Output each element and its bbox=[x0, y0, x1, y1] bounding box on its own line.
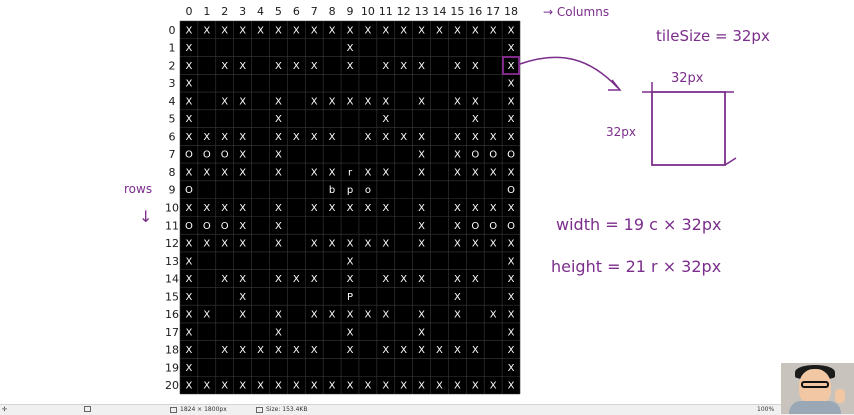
tile-cell: X bbox=[453, 345, 461, 357]
tile-cell: X bbox=[203, 309, 211, 321]
tile-cell: X bbox=[292, 274, 300, 286]
webcam-shirt bbox=[789, 401, 841, 414]
status-bar bbox=[0, 404, 854, 415]
column-number: 15 bbox=[450, 5, 465, 18]
column-number: 4 bbox=[257, 5, 265, 18]
row-number: 1 bbox=[168, 41, 176, 55]
tile-cell: X bbox=[471, 60, 479, 72]
tile-cell: X bbox=[382, 114, 390, 126]
width-formula: width = 19 c × 32px bbox=[556, 215, 722, 234]
column-number: 17 bbox=[486, 5, 501, 18]
tile-cell: X bbox=[364, 25, 372, 37]
webcam-overlay bbox=[781, 363, 854, 414]
tile-cell: X bbox=[489, 380, 497, 392]
row-number: 10 bbox=[165, 201, 179, 215]
tile-cell: X bbox=[239, 274, 247, 286]
tile-cell: X bbox=[239, 60, 247, 72]
tile-cell: X bbox=[239, 149, 247, 161]
column-number-labels bbox=[185, 5, 518, 18]
tile-cell: X bbox=[185, 274, 193, 286]
dimensions-icon bbox=[170, 407, 177, 413]
tile-cell: X bbox=[221, 203, 229, 214]
tile-cell: X bbox=[453, 96, 461, 108]
tile-cell: O bbox=[202, 149, 211, 161]
tile-cell: X bbox=[310, 203, 318, 214]
tile-cell: X bbox=[453, 309, 461, 321]
tile-cell: O bbox=[185, 149, 193, 161]
tile-cell: X bbox=[418, 345, 426, 357]
column-number: 6 bbox=[292, 5, 300, 18]
row-number: 16 bbox=[165, 308, 179, 322]
tile-cell: X bbox=[471, 238, 479, 250]
waving-hand-icon bbox=[835, 389, 845, 403]
tile-cell: X bbox=[453, 203, 461, 214]
tile-cell: X bbox=[382, 345, 390, 357]
tile-cell: X bbox=[310, 25, 318, 37]
column-number: 13 bbox=[414, 5, 429, 18]
file-size-icon bbox=[256, 407, 263, 413]
tile-cell: X bbox=[346, 238, 354, 250]
tile-cell: X bbox=[382, 25, 390, 37]
tile-cell: X bbox=[507, 327, 515, 339]
tile-cell: O bbox=[489, 149, 498, 161]
tile-cell: X bbox=[453, 238, 461, 250]
tile-cell: X bbox=[185, 256, 193, 268]
tile-cell: O bbox=[471, 220, 480, 232]
tile-cell: O bbox=[507, 149, 515, 161]
column-number: 0 bbox=[185, 5, 193, 18]
tile-cell: X bbox=[328, 96, 336, 108]
tile-cell: X bbox=[274, 167, 282, 179]
tile-cell: X bbox=[239, 220, 247, 232]
tile-cell: X bbox=[507, 203, 515, 214]
tile-cell: X bbox=[257, 380, 264, 392]
tile-cell: X bbox=[364, 167, 372, 179]
column-number: 3 bbox=[239, 5, 247, 18]
tile-cell: X bbox=[489, 238, 497, 250]
tile-cell: O bbox=[202, 220, 211, 232]
tile-cell: X bbox=[418, 131, 426, 143]
column-number: 8 bbox=[328, 5, 336, 18]
tile-cell: X bbox=[471, 131, 479, 143]
tile-cell: X bbox=[453, 25, 461, 37]
tile-cell: X bbox=[221, 131, 229, 143]
tile-cell: X bbox=[507, 380, 515, 392]
tile-cell: X bbox=[310, 60, 318, 72]
tile-height-label: 32px bbox=[606, 125, 636, 139]
tile-cell: X bbox=[471, 25, 479, 37]
tile-cell: X bbox=[185, 203, 193, 214]
tile-cell: X bbox=[507, 25, 515, 37]
tile-cell: X bbox=[203, 203, 211, 214]
tile-cell: X bbox=[310, 167, 318, 179]
tile-cell: X bbox=[274, 60, 282, 72]
tile-cell: X bbox=[471, 203, 479, 214]
column-number: 2 bbox=[221, 5, 229, 18]
cursor-position-icon: ✢ bbox=[2, 406, 8, 413]
tile-cell: X bbox=[471, 114, 479, 126]
tile-cell: X bbox=[507, 291, 515, 303]
tile-cell: X bbox=[382, 309, 390, 321]
tile-cell: O bbox=[220, 220, 229, 232]
tile-cell: X bbox=[382, 380, 390, 392]
row-number: 15 bbox=[165, 290, 179, 304]
row-number: 2 bbox=[168, 59, 176, 73]
tile-cell: X bbox=[257, 25, 264, 37]
tile-cell: X bbox=[221, 238, 229, 250]
column-number: 9 bbox=[346, 5, 354, 18]
tile-cell: O bbox=[489, 220, 498, 232]
tile-cell: X bbox=[274, 96, 282, 108]
tile-cell: X bbox=[185, 78, 193, 90]
tile-cell: X bbox=[453, 131, 461, 143]
row-number: 8 bbox=[168, 165, 176, 179]
size-text: Size: 153.4KB bbox=[266, 406, 308, 413]
column-number: 12 bbox=[396, 5, 411, 18]
tile-cell: P bbox=[346, 291, 354, 303]
tile-cell: X bbox=[453, 149, 461, 161]
row-number: 9 bbox=[168, 183, 176, 197]
tile-cell: X bbox=[364, 238, 372, 250]
tile-cell: X bbox=[436, 380, 443, 392]
tile-cell: X bbox=[453, 291, 461, 303]
tile-cell: X bbox=[185, 238, 193, 250]
tile-cell: X bbox=[274, 220, 282, 232]
tile-cell: X bbox=[328, 380, 336, 392]
tile-cell: X bbox=[274, 149, 282, 161]
tile-cell: X bbox=[274, 114, 282, 126]
tile-cell: X bbox=[418, 96, 426, 108]
tile-cell: X bbox=[507, 256, 515, 268]
tile-cell: X bbox=[507, 309, 515, 321]
selection-icon bbox=[84, 406, 91, 412]
tile-cell: X bbox=[239, 131, 247, 143]
tile-cell: X bbox=[418, 203, 426, 214]
column-number: 11 bbox=[378, 5, 393, 18]
tile-cell: X bbox=[328, 309, 336, 321]
height-formula: height = 21 r × 32px bbox=[551, 257, 722, 276]
tile-cell: X bbox=[346, 345, 354, 357]
tile-cell: X bbox=[436, 25, 443, 37]
tile-cell: X bbox=[453, 380, 461, 392]
tile-cell: X bbox=[489, 167, 497, 179]
row-number: 14 bbox=[165, 272, 179, 286]
tile-cell: X bbox=[328, 131, 336, 143]
tile-cell: X bbox=[489, 309, 497, 321]
tile-cell: X bbox=[185, 362, 193, 374]
tile-cell: b bbox=[328, 185, 336, 197]
row-number: 5 bbox=[168, 112, 176, 126]
row-number: 3 bbox=[168, 77, 176, 91]
tile-cell: X bbox=[382, 274, 390, 286]
row-number: 18 bbox=[165, 343, 179, 357]
tile-cell: X bbox=[239, 380, 247, 392]
tile-cell: X bbox=[418, 238, 426, 250]
tile-cell: X bbox=[418, 167, 426, 179]
tile-cell: X bbox=[507, 345, 515, 357]
tile-cell: X bbox=[274, 380, 282, 392]
tile-cell: X bbox=[436, 345, 443, 357]
tile-cell: O bbox=[185, 220, 193, 232]
tile-cell: X bbox=[346, 327, 354, 339]
tile-cell: O bbox=[220, 149, 229, 161]
tile-cell: X bbox=[274, 309, 282, 321]
row-number: 4 bbox=[168, 94, 176, 108]
tile-cell: X bbox=[328, 203, 336, 214]
tile-cell: X bbox=[507, 362, 515, 374]
tile-cell: X bbox=[185, 291, 193, 303]
tile-cell: X bbox=[418, 220, 426, 232]
tile-cell: X bbox=[364, 380, 372, 392]
tile-cell: X bbox=[507, 114, 515, 126]
tile-cell: X bbox=[507, 43, 515, 55]
row-number: 13 bbox=[165, 254, 179, 268]
tile-cell: X bbox=[400, 25, 408, 37]
tile-cell: O bbox=[185, 185, 193, 197]
tile-cell: X bbox=[346, 43, 354, 55]
tile-cell: X bbox=[507, 238, 515, 250]
tile-cell: X bbox=[310, 96, 318, 108]
tile-cell: X bbox=[203, 238, 211, 250]
column-number: 18 bbox=[504, 5, 519, 18]
tile-cell: X bbox=[310, 131, 318, 143]
tile-cell: X bbox=[221, 274, 229, 286]
tile-cell: X bbox=[346, 309, 354, 321]
tile-cell: X bbox=[507, 60, 515, 72]
tile-cell: X bbox=[274, 238, 282, 250]
tile-cell: X bbox=[364, 203, 372, 214]
tile-cell: X bbox=[507, 274, 515, 286]
rows-arrow-icon: ↓ bbox=[139, 207, 153, 226]
glasses-icon bbox=[801, 381, 829, 388]
tile-cell: O bbox=[507, 185, 515, 197]
tile-cell: X bbox=[418, 60, 426, 72]
columns-label: → Columns bbox=[543, 5, 610, 19]
tile-cell: X bbox=[274, 274, 282, 286]
tile-cell: X bbox=[418, 327, 426, 339]
tile-cell: X bbox=[346, 203, 354, 214]
tile-cell: X bbox=[382, 167, 390, 179]
tile-cell: X bbox=[346, 25, 354, 37]
tile-cell: X bbox=[364, 309, 372, 321]
tile-cell: o bbox=[364, 185, 371, 197]
tile-cell: X bbox=[418, 309, 426, 321]
tile-cell: X bbox=[489, 25, 497, 37]
rows-label: rows bbox=[124, 182, 153, 196]
tile-cell: X bbox=[239, 167, 247, 179]
tile-cell: X bbox=[185, 131, 193, 143]
tile-cell: X bbox=[471, 274, 479, 286]
tile-cell: X bbox=[239, 345, 247, 357]
tile-cell: X bbox=[239, 291, 247, 303]
tile-cell: X bbox=[346, 274, 354, 286]
row-number: 7 bbox=[168, 148, 176, 162]
tile-cell: X bbox=[292, 345, 300, 357]
tile-cell: X bbox=[453, 60, 461, 72]
tile-cell: X bbox=[221, 96, 229, 108]
tile-cell: X bbox=[310, 380, 318, 392]
tile-cell: X bbox=[418, 149, 426, 161]
tile-cell: X bbox=[382, 238, 390, 250]
tile-cell: X bbox=[418, 380, 426, 392]
tile-size-label: tileSize = 32px bbox=[656, 27, 770, 45]
tile-cell: p bbox=[346, 185, 354, 197]
tile-cell: X bbox=[382, 203, 390, 214]
tile-cell: X bbox=[471, 345, 479, 357]
tile-cell: X bbox=[400, 274, 408, 286]
tile-cell: X bbox=[221, 60, 229, 72]
tile-cell: X bbox=[239, 309, 247, 321]
tile-cell: X bbox=[507, 131, 515, 143]
tile-cell: X bbox=[400, 60, 408, 72]
tile-cell: X bbox=[274, 131, 282, 143]
tile-cell: X bbox=[346, 96, 354, 108]
tile-cell: X bbox=[185, 327, 193, 339]
tile-cell: X bbox=[203, 25, 211, 37]
row-number: 12 bbox=[165, 237, 179, 251]
row-number: 6 bbox=[168, 130, 176, 144]
size-item bbox=[256, 406, 307, 413]
tile-cell: X bbox=[418, 25, 426, 37]
tile-cell: X bbox=[185, 309, 193, 321]
tile-cell: X bbox=[453, 220, 461, 232]
tile-cell: X bbox=[239, 96, 247, 108]
tile-cell: X bbox=[292, 380, 300, 392]
tile-cell: X bbox=[507, 167, 515, 179]
tile-cell: X bbox=[507, 96, 515, 108]
zoom-level[interactable]: 100% bbox=[757, 406, 775, 413]
tile-cell: X bbox=[382, 96, 390, 108]
row-number: 11 bbox=[165, 219, 179, 233]
tile-cell: X bbox=[489, 203, 497, 214]
tile-cell: X bbox=[221, 25, 229, 37]
row-number: 19 bbox=[165, 361, 179, 375]
tile-cell: X bbox=[221, 345, 229, 357]
column-number: 14 bbox=[432, 5, 447, 18]
tile-cell: X bbox=[221, 167, 229, 179]
tile-cell: X bbox=[239, 238, 247, 250]
tile-cell: X bbox=[185, 380, 193, 392]
tile-cell: r bbox=[347, 167, 353, 179]
row-number: 20 bbox=[165, 379, 179, 393]
row-number-labels bbox=[165, 24, 179, 392]
tile-cell: X bbox=[418, 274, 426, 286]
tile-cell: X bbox=[292, 25, 300, 37]
tile-cell: X bbox=[185, 114, 193, 126]
tile-cell: X bbox=[185, 25, 193, 37]
tile-cell: X bbox=[203, 167, 211, 179]
column-number: 16 bbox=[468, 5, 483, 18]
tile-cell: X bbox=[185, 345, 193, 357]
grid-cells bbox=[180, 21, 520, 394]
tile-cell: X bbox=[310, 345, 318, 357]
column-number: 1 bbox=[203, 5, 211, 18]
row-number: 0 bbox=[168, 23, 176, 37]
tile-cell: X bbox=[507, 78, 515, 90]
tile-cell: X bbox=[203, 131, 211, 143]
tile-cell: X bbox=[185, 43, 193, 55]
dimensions-item bbox=[170, 406, 227, 413]
tile-cell: X bbox=[185, 96, 193, 108]
tile-cell: X bbox=[382, 60, 390, 72]
tile-cell: X bbox=[346, 380, 354, 392]
tile-cell: X bbox=[453, 167, 461, 179]
tile-cell: X bbox=[274, 25, 282, 37]
tile-cell: X bbox=[310, 274, 318, 286]
tile-cell: X bbox=[328, 238, 336, 250]
tile-cell: X bbox=[239, 25, 247, 37]
column-number: 7 bbox=[310, 5, 318, 18]
tile-cell: X bbox=[328, 167, 336, 179]
tile-cell: X bbox=[185, 167, 193, 179]
tile-cell: X bbox=[257, 345, 264, 357]
column-number: 10 bbox=[360, 5, 375, 18]
tile-cell: X bbox=[328, 25, 336, 37]
tile-cell: X bbox=[400, 131, 408, 143]
tile-cell: X bbox=[310, 238, 318, 250]
tile-cell: X bbox=[239, 203, 247, 214]
tile-cell: X bbox=[185, 60, 193, 72]
tile-cell: X bbox=[382, 131, 390, 143]
column-number: 5 bbox=[274, 5, 282, 18]
tile-cell: X bbox=[400, 380, 408, 392]
row-number: 17 bbox=[165, 325, 179, 339]
tile-cell: O bbox=[471, 149, 480, 161]
tile-cell: X bbox=[364, 96, 372, 108]
tile-cell: X bbox=[274, 327, 282, 339]
tile-cell: X bbox=[346, 60, 354, 72]
tile-cell: X bbox=[489, 131, 497, 143]
tile-cell: X bbox=[292, 131, 300, 143]
dimensions-text: 1824 × 1800px bbox=[180, 406, 227, 413]
tile-cell: X bbox=[292, 60, 300, 72]
tile-cell: X bbox=[453, 274, 461, 286]
tile-cell: X bbox=[471, 96, 479, 108]
tile-cell: X bbox=[203, 380, 211, 392]
tile-cell: X bbox=[274, 203, 282, 214]
tile-cell: X bbox=[364, 131, 372, 143]
tile-cell: O bbox=[507, 220, 515, 232]
tile-cell: X bbox=[346, 256, 354, 268]
tile-width-label: 32px bbox=[671, 71, 704, 86]
tile-cell: X bbox=[471, 167, 479, 179]
tile-cell: X bbox=[471, 380, 479, 392]
tile-cell: X bbox=[274, 345, 282, 357]
tile-cell: X bbox=[221, 380, 229, 392]
tile-cell: X bbox=[310, 309, 318, 321]
tile-cell: X bbox=[400, 345, 408, 357]
